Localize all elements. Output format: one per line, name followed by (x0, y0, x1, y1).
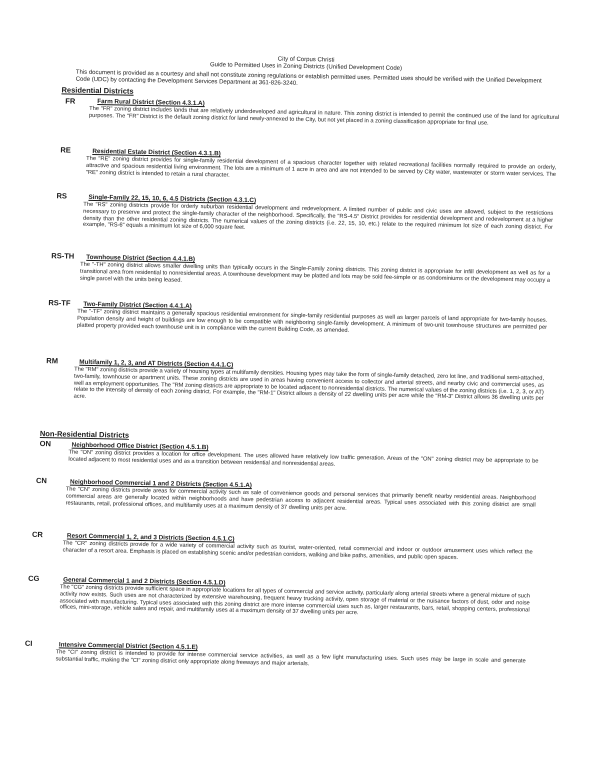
district-code-rs: RS (56, 191, 67, 201)
district-code-cr: CR (31, 529, 43, 540)
document-title: Guide to Permitted Uses in Zoning Districts (Unified Development Code) (209, 62, 403, 72)
document-city-title: City of Corpus Christi (277, 56, 335, 64)
district-title-cn: Neighborhood Commercial 1 and 2 Districts (Section 4.5.1.A) (69, 478, 252, 490)
district-title-on: Neighborhood Office District (Section 4.5.1.B) (71, 441, 209, 452)
district-title-ci: Intensive Commercial District (Section 4.5.1.E) (58, 641, 198, 652)
district-title-rm: Multifamily 1, 2, 3, and AT Districts (Section 4.4.1.C) (79, 358, 234, 369)
district-title-rs-tf: Two-Family District (Section 4.4.1.A) (83, 300, 192, 310)
district-code-on: ON (39, 439, 52, 449)
district-title-cr: Resort Commercial 1, 2, and 3 Districts (Section 4.5.1.C) (66, 532, 235, 543)
district-title-rs-th: Townhouse District (Section 4.4.1.B) (86, 253, 196, 263)
intro-paragraph: This document is provided as a courtesy and shall not constitute zoning regulations or establish permitted uses. Permitted uses should be verified with the Unified Development Code (UDC) by contacting the Development Services Department at 361-826-3240. (75, 69, 542, 87)
district-text-re: The "RE" zoning district provides for single-family residential development of a spacious character together with related recreational facilities normally required to provide an orderly, attractive and spacious residential living environment. The lots are a minimum of 1 acre in area and are not intended to be served by City water, wastewater or storm water services. The "RE" zoning district is intended to retain a rural character. (85, 155, 557, 179)
residential-districts-heading: Residential Districts (61, 85, 134, 96)
district-title-rs: Single-Family 22, 15, 10, 6, 4.5 Districts (Section 4.3.1.C) (88, 193, 257, 205)
district-text-rm: The "RM" zoning districts provide a variety of housing types at multifamily densities. Housing types may take the form of single-family detached, zero lot line, and traditional semi-attached, two-family, townhouse or apartment units. These zoning districts are used in areas having convenient access to collector and arterial streets, and nearby civic and commercial uses, as well as employment opportunities. The "RM zoning districts are appropriate to be located adjacent to nonresidential districts. The numerical values of the zoning districts (i.e. 1, 2, 3, or AT) relate to the intensity of density of each zoning district. For example, the "RM-1" District allows a density of 22 dwelling units per acre while the "RM-3" District allows 36 dwelling units per acre. (73, 366, 545, 403)
district-text-ci: The "CI" zoning district is intended to provide for intense commercial service activities, as well as a few light manufacturing uses. Such uses may be large in scale and generate substantial traffic, making the "CI" zoning district only appropriate along freeways and major arterials. (55, 649, 526, 668)
district-text-cn: The "CN" zoning districts provide areas for commercial activity such as sale of convenience goods and personal services that primarily benefit nearby residential areas. Neighborhood commercial areas are generally located within neighborhoods and have pedestrian access to adjacent residential areas. Typical uses associated with this zoning district are small restaurants, retail, professional offices, and multifamily uses at a maximum density of 37 dwelling units per acre. (65, 486, 536, 512)
district-code-cn: CN (35, 475, 47, 486)
district-text-rs: The "RS" zoning districts provide for orderly suburban residential development and redevelopment. A limited number of public and civic uses are allowed, subject to the restrictions necessary to preserve and protect the single-family character of the neighborhood. Specifically, the "RS-4.5" District provides for residential development and redevelopment at a higher density than the other residential zoning districts. The numerical values of the zoning districts (i.e. 22, 15, 10, etc.) relate to the required minimum lot size of each zoning district. For example, "RS-6" equals a minimum lot size of 6,000 square feet. (82, 201, 554, 232)
district-text-cr: The "CR" zoning districts provide for a wide variety of commercial activity such as tourist, water-oriented, retail commercial and indoor or outdoor amusement uses which reflect the character of a resort area. Emphasis is placed on establishing scenic and/or pedestrian corridors, walking and bike paths, amenities, and public open spaces. (62, 540, 533, 561)
district-title-re: Residential Estate District (Section 4.3.1.B) (92, 147, 221, 158)
nonresidential-districts-heading: Non-Residential Districts (39, 429, 130, 440)
district-code-rm: RM (46, 356, 59, 366)
district-title-cg: General Commercial 1 and 2 Districts (Section 4.5.1.D) (63, 576, 226, 587)
district-title-fr: Farm Rural District (Section 4.3.1.A) (97, 98, 205, 108)
district-code-rs-th: RS-TH (51, 251, 75, 261)
district-code-cg: CG (28, 573, 40, 584)
district-text-on: The "ON" zoning district provides a location for office development. The uses allowed have relatively low traffic generation. Areas of the "ON" zoning district may be appropriate to be located adjacent to most residential uses and as a transition between residential and nonresidential areas. (68, 449, 539, 468)
district-text-cg: The "CG" zoning districts provide sufficient space in appropriate locations for all types of commercial and service activity, particularly along arterial streets where a general mixture of such activity now exists. Such uses are not characterized by extensive warehousing, frequent heavy trucking activity, open storage of material or the nuisance factors of dust, odor and noise associated with manufacturing. Typical uses associated with this zoning district are more intense commercial uses such as, larger restaurants, bars, retail, shopping centers, professional offices, mini-storage, vehicle sales and repair, and multifamily uses at a maximum density of 37 dwelling units per acre. (59, 584, 530, 617)
district-text-fr: The "FR" zoning district includes lands that are relatively underdeveloped and agricultural in nature. This zoning district is intended to permit the continued use of the land for agricultural purposes. The "FR" District is the default zoning district for land newly-annexed to the City, but not yet placed in a zoning classification appropriate for final use. (88, 105, 560, 127)
district-code-rs-tf: RS-TF (48, 298, 71, 308)
district-code-fr: FR (65, 96, 76, 106)
district-text-rs-th: The "-TH" zoning district allows smaller dwelling units than typically occurs in the Single-Family zoning districts. This zoning district is appropriate for infill development as well as for a transitional area from residential to nonresidential areas. A townhouse development may be platted and lots may be sold fee-simple or as condominiums or the development may occupy a single parcel with the units being leased. (79, 261, 551, 284)
district-text-rs-tf: The "-TF" zoning district maintains a generally spacious residential environment for single-family residential purposes as well as larger parcels of land appropriate for two-family houses. Population density and height of buildings are low enough to be compatible with neighboring single-family development. A minimum of two-unit townhouse structures are permitted per platted property provided each townhouse unit is in compliance with the current Building Code, as amended. (76, 308, 548, 334)
district-code-ci: CI (24, 638, 33, 648)
district-code-re: RE (60, 145, 71, 155)
